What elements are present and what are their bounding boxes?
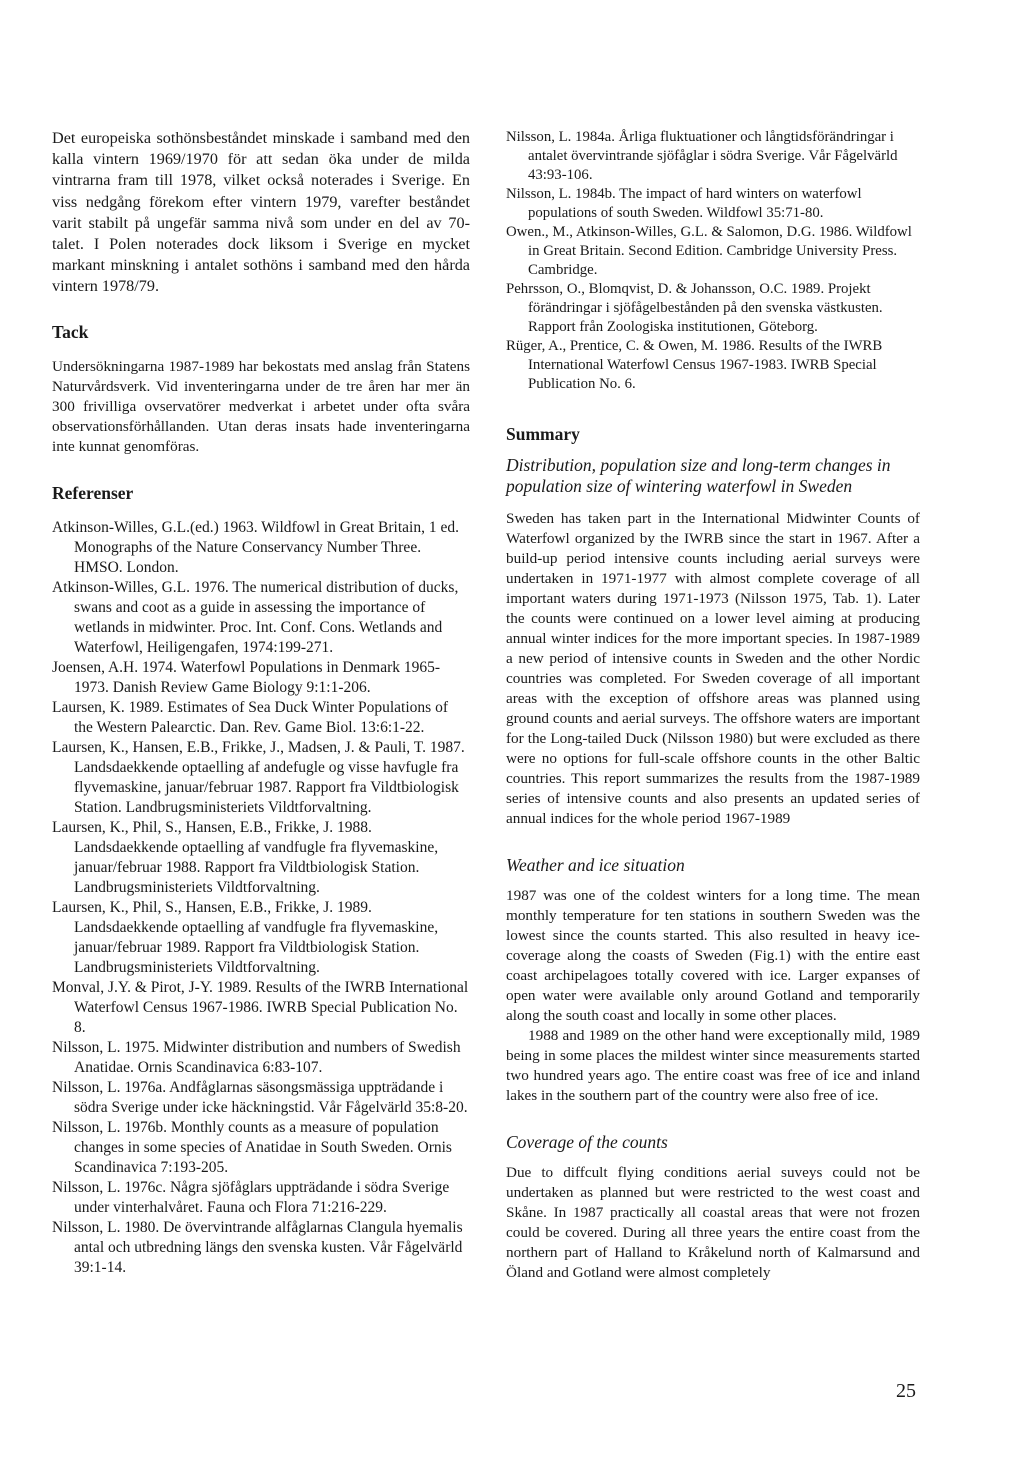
page-number: 25	[896, 1380, 916, 1402]
reference-item: Nilsson, L. 1980. De övervintrande alfåglarnas Clangula hyemalis antal och utbredning längs den svenska kusten. Vår Fågelvärld 39:1-14.	[52, 1218, 463, 1276]
reference-item: Monval, J.Y. & Pirot, J-Y. 1989. Results of the IWRB International Waterfowl Census 1967-1986. IWRB Special Publication No. 8.	[52, 978, 469, 1036]
tack-heading: Tack	[52, 321, 89, 342]
reference-item: Nilsson, L. 1976c. Några sjöfåglars uppträdande i södra Sverige under vinterhalvåret. Fauna och Flora 71:216-229.	[52, 1178, 450, 1216]
reference-item: Owen., M., Atkinson-Willes, G.L. & Salomon, D.G. 1986. Wildfowl in Great Britain. Second Edition. Cambridge University Press. Cambridge.	[506, 224, 912, 278]
reference-item: Pehrsson, O., Blomqvist, D. & Johansson, O.C. 1989. Projekt förändringar i sjöfågelbestånden på den svenska västkusten. Rapport från Zoologiska institutionen, Göteborg.	[506, 281, 883, 335]
reference-item: Nilsson, L. 1984a. Årliga fluktuationer och långtidsförändringar i antalet övervintrande sjöfåglar i södra Sverige. Vår Fågelvärld 43:93-106.	[506, 129, 898, 183]
reference-item: Atkinson-Willes, G.L. 1976. The numerical distribution of ducks, swans and coot as a guide in assessing the importance of wetlands in midwinter. Proc. Int. Conf. Cons. Wetlands and Waterfowl, Heiligengafen, 1974:199-271.	[52, 578, 459, 656]
reference-item: Nilsson, L. 1976b. Monthly counts as a measure of population changes in some species of Anatidae in South Sweden. Ornis Scandinavica 7:193-205.	[52, 1118, 452, 1176]
coverage-paragraph: Due to diffcult flying conditions aerial suveys could not be undertaken as planned but were restricted to the west coast and Skåne. In 1987 practically all coastal areas that were not frozen could be covered. During all three years the entire coast from the northern part of Halland to Kråkelund north of Kalmarsund and Öland and Gotland were almost completely	[506, 1164, 920, 1281]
reference-item: Rüger, A., Prentice, C. & Owen, M. 1986. Results of the IWRB International Waterfowl Census 1967-1983. IWRB Special Publication No. 6.	[506, 338, 883, 392]
coverage-heading: Coverage of the counts	[506, 1132, 668, 1152]
reference-item: Nilsson, L. 1984b. The impact of hard winters on waterfowl populations of south Sweden. Wildfowl 35:71-80.	[506, 186, 862, 221]
weather-paragraph-1: 1987 was one of the coldest winters for a long time. The mean monthly temperature for ten stations in southern Sweden was the lowest since the counts started. This also resulted in heavy ice-coverage along the coasts of Sweden (Fig.1) with the entire east coast archipelagoes totally covered with ice. Larger expanses of open water were available only around Gotland and temporarily along the south coast and locally in some other places.	[506, 887, 920, 1024]
intro-paragraph: Det europeiska sothönsbeståndet minskade i samband med den kalla vintern 1969/1970 för att sedan öka under de milda vintrarna fram till 1978, vilket också noterades i Sverige. En viss nedgång förekom efter vintern 1979, varefter beståndet varit stabilt på ungefär samma nivå som under en del av 70-talet. I Polen noterades dock liksom i Sverige en mycket markant minskning i antalet sothöns i samband med den hårda vintern 1978/79.	[52, 129, 470, 296]
reference-item: Nilsson, L. 1976a. Andfåglarnas säsongsmässiga uppträdande i södra Sverige under icke häckningstid. Vår Fågelvärld 35:8-20.	[52, 1078, 468, 1116]
reference-item: Laursen, K. 1989. Estimates of Sea Duck Winter Populations of the Western Palearctic. Dan. Rev. Game Biol. 13:6:1-22.	[52, 698, 448, 736]
tack-paragraph: Undersökningarna 1987-1989 har bekostats med anslag från Statens Naturvårdsverk. Vid inventeringarna under de tre åren har mer än 300 frivilliga ovservatörer medverkat i arbetet under ofta svåra observationsförhållanden. Utan deras insats hade inventeringarna inte kunnat genomföras.	[52, 357, 470, 455]
summary-heading: Summary	[506, 424, 580, 444]
reference-item: Atkinson-Willes, G.L.(ed.) 1963. Wildfowl in Great Britain, 1 ed. Monographs of the Nature Conservancy Number Three. HMSO. London.	[52, 518, 459, 576]
reference-item: Nilsson, L. 1975. Midwinter distribution and numbers of Swedish Anatidae. Ornis Scandinavica 6:83-107.	[52, 1038, 461, 1076]
weather-heading: Weather and ice situation	[506, 855, 685, 875]
reference-list	[52, 518, 470, 1278]
reference-item: Joensen, A.H. 1974. Waterfowl Populations in Denmark 1965-1973. Danish Review Game Biology 9:1:1-206.	[52, 658, 441, 696]
reference-list-continued	[506, 128, 920, 394]
summary-paragraph: Sweden has taken part in the International Midwinter Counts of Waterfowl organized by the IWRB since the start in 1967. After a build-up period intensive counts including aerial surveys were undertaken in 1971-1977 with almost complete coverage of all important waters during 1971-1973 (Nilsson 1975, Tab. 1). Later the counts were continued on a lower level aiming at producing annual winter indices for the more important species. In 1987-1989 a new period of intensive counts in Sweden and the other Nordic countries was completed. For Sweden coverage of all important areas with the exception of offshore areas was planned using ground counts and aerial surveys. The offshore waters are important for the Long-tailed Duck (Nilsson 1980) but were excluded as there were no options for full-scale offshore counts in the other Baltic countries. This report summarizes the results from the 1987-1989 series of intensive counts and also presents an updated series of annual indices for the whole period 1967-1989	[506, 510, 920, 827]
reference-item: Laursen, K., Hansen, E.B., Frikke, J., Madsen, J. & Pauli, T. 1987. Landsdaekkende optaelling af andefugle og visse havfugle fra flyvemaskine, januar/februar 1987. Rapport fra Vildtbiologisk Station. Landbrugsministeriets Vildtforvaltning.	[52, 738, 465, 816]
left-column	[52, 128, 470, 1278]
reference-item: Laursen, K., Phil, S., Hansen, E.B., Frikke, J. 1989. Landsdaekkende optaelling af vandfugle fra flyvemaskine, januar/februar 1989. Rapport fra Vildtbiologisk Station. Landbrugsministeriets Vildtforvaltning.	[52, 898, 439, 976]
right-column	[506, 128, 920, 1283]
weather-paragraph-2: 1988 and 1989 on the other hand were exceptionally mild, 1989 being in some places the mildest winter since measurements started two hundred years ago. The entire coast was free of ice and inland lakes in the southern part of the country were also free of ice.	[506, 1027, 920, 1104]
summary-subtitle: Distribution, population size and long-term changes in population size of wintering waterfowl in Sweden	[506, 455, 891, 496]
references-heading: Referenser	[52, 482, 134, 503]
reference-item: Laursen, K., Phil, S., Hansen, E.B., Frikke, J. 1988. Landsdaekkende optaelling af vandfugle fra flyvemaskine, januar/februar 1988. Rapport fra Vildtbiologisk Station. Landbrugsministeriets Vildtforvaltning.	[52, 818, 439, 896]
